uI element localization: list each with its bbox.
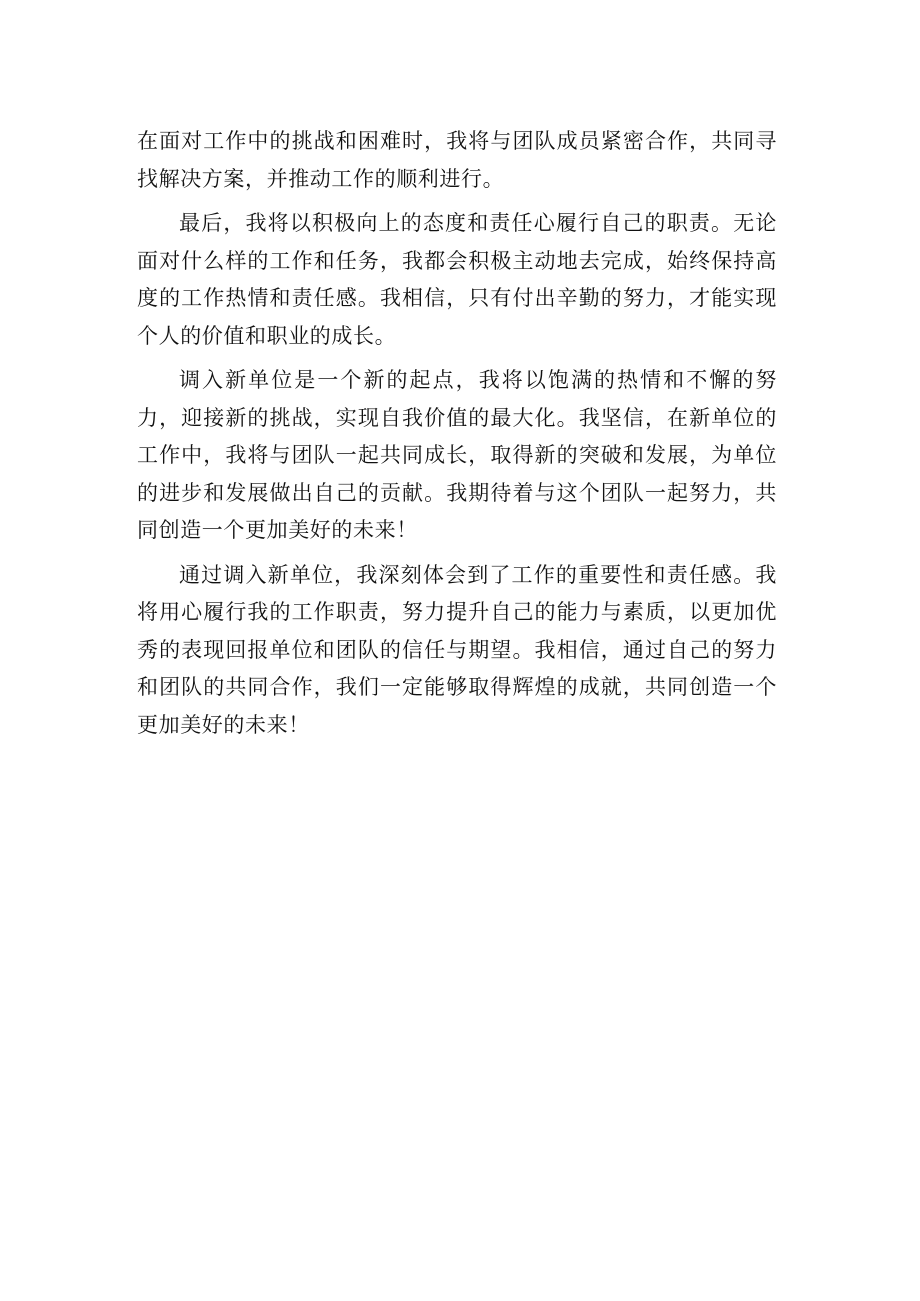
- paragraph-4: 通过调入新单位，我深刻体会到了工作的重要性和责任感。我将用心履行我的工作职责，努力提升自己的能力与素质，以更加优秀的表现回报单位和团队的信任与期望。我相信，通过自己的努力和团队的共同合作，我们一定能够取得辉煌的成就，共同创造一个更加美好的未来！: [137, 562, 777, 737]
- paragraph-2: 最后，我将以积极向上的态度和责任心履行自己的职责。无论面对什么样的工作和任务，我都会积极主动地去完成，始终保持高度的工作热情和责任感。我相信，只有付出辛勤的努力，才能实现个人的价值和职业的成长。: [137, 211, 777, 348]
- paragraph-1: 在面对工作中的挑战和困难时，我将与团队成员紧密合作，共同寻找解决方案，并推动工作的顺利进行。: [137, 129, 777, 191]
- document-body: [137, 123, 777, 751]
- paragraph-3: 调入新单位是一个新的起点，我将以饱满的热情和不懈的努力，迎接新的挑战，实现自我价值的最大化。我坚信，在新单位的工作中，我将与团队一起共同成长，取得新的突破和发展，为单位的进步和发展做出自己的贡献。我期待着与这个团队一起努力，共同创造一个更加美好的未来！: [137, 368, 777, 542]
